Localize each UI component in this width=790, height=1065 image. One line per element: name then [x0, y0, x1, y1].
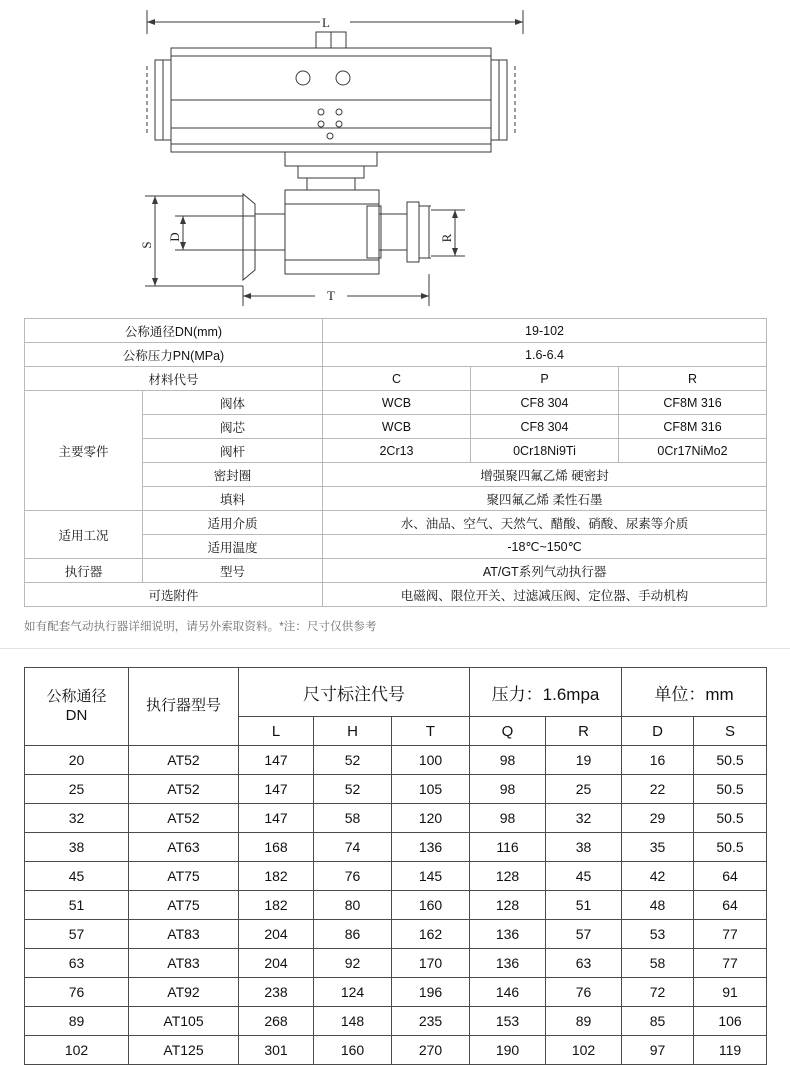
table-row [25, 559, 767, 583]
dim-S: 64 [694, 862, 767, 891]
dim-D: 29 [622, 804, 694, 833]
dim-L: 168 [239, 833, 314, 862]
table-row [25, 833, 767, 862]
actuator-value: AT/GT系列气动执行器 [323, 559, 767, 583]
valve-technical-drawing [0, 0, 790, 318]
dim-subheader-D: D [622, 717, 694, 746]
dim-H: 74 [314, 833, 392, 862]
main-part-r: 0Cr17NiMo2 [619, 439, 767, 463]
label-L: L [322, 15, 330, 30]
dim-L: 268 [239, 1007, 314, 1036]
table-row [25, 511, 767, 535]
dim-header-actuator-model: 执行器型号 [129, 668, 239, 746]
dim-Q: 128 [470, 862, 546, 891]
dim-H: 160 [314, 1036, 392, 1065]
main-part-value: 增强聚四氟乙烯 硬密封 [323, 463, 767, 487]
main-part-name: 填料 [143, 487, 323, 511]
dim-header-dim-code: 尺寸标注代号 [239, 668, 470, 717]
dim-D: 97 [622, 1036, 694, 1065]
dim-Q: 98 [470, 775, 546, 804]
spec-row0-label: 公称通径DN(mm) [25, 319, 323, 343]
dim-L: 204 [239, 949, 314, 978]
condition-value: -18℃~150℃ [323, 535, 767, 559]
table-row [25, 746, 767, 775]
label-R: R [439, 233, 454, 243]
dim-header-row [25, 668, 767, 717]
dim-header-dn-line1: 公称通径 [46, 687, 107, 705]
dim-subheader-Q: Q [470, 717, 546, 746]
actuator-name: 型号 [143, 559, 323, 583]
dim-S: 64 [694, 891, 767, 920]
dim-T: 170 [392, 949, 470, 978]
dim-model: AT52 [129, 775, 239, 804]
dim-subheader-S: S [694, 717, 767, 746]
dim-dn: 20 [25, 746, 129, 775]
dim-model: AT52 [129, 804, 239, 833]
dim-S: 91 [694, 978, 767, 1007]
valve-drawing-svg [135, 0, 655, 318]
dim-R: 102 [546, 1036, 622, 1065]
table-row [25, 343, 767, 367]
main-part-name: 阀体 [143, 391, 323, 415]
dim-Q: 136 [470, 920, 546, 949]
main-part-name: 阀杆 [143, 439, 323, 463]
dim-T: 196 [392, 978, 470, 1007]
dim-D: 22 [622, 775, 694, 804]
dim-R: 51 [546, 891, 622, 920]
dim-H: 124 [314, 978, 392, 1007]
dim-D: 58 [622, 949, 694, 978]
main-part-c: WCB [323, 415, 471, 439]
main-part-p: CF8 304 [471, 415, 619, 439]
dim-subheader-R: R [546, 717, 622, 746]
dim-L: 238 [239, 978, 314, 1007]
dim-header-dn [25, 668, 129, 746]
dim-D: 48 [622, 891, 694, 920]
dim-Q: 128 [470, 891, 546, 920]
table-row [25, 920, 767, 949]
dim-header-dn-line2: DN [65, 706, 88, 724]
dim-S: 50.5 [694, 833, 767, 862]
dim-T: 270 [392, 1036, 470, 1065]
optional-value: 电磁阀、限位开关、过滤减压阀、定位器、手动机构 [323, 583, 767, 607]
main-part-p: 0Cr18Ni9Ti [471, 439, 619, 463]
spec-row1-label: 公称压力PN(MPa) [25, 343, 323, 367]
dim-L: 147 [239, 804, 314, 833]
dim-R: 45 [546, 862, 622, 891]
dim-L: 147 [239, 746, 314, 775]
dim-S: 77 [694, 949, 767, 978]
dim-L: 301 [239, 1036, 314, 1065]
dim-Q: 98 [470, 746, 546, 775]
main-part-r: CF8M 316 [619, 391, 767, 415]
material-code-c: C [323, 367, 471, 391]
dim-dn: 102 [25, 1036, 129, 1065]
main-part-name: 阀芯 [143, 415, 323, 439]
dim-Q: 136 [470, 949, 546, 978]
dim-H: 52 [314, 746, 392, 775]
main-part-r: CF8M 316 [619, 415, 767, 439]
dim-subheader-L: L [239, 717, 314, 746]
dim-H: 80 [314, 891, 392, 920]
dim-T: 100 [392, 746, 470, 775]
dim-T: 235 [392, 1007, 470, 1036]
spec-row1-value: 1.6-6.4 [323, 343, 767, 367]
dim-T: 120 [392, 804, 470, 833]
dim-dn: 32 [25, 804, 129, 833]
table-row [25, 775, 767, 804]
table-row [25, 862, 767, 891]
dim-T: 145 [392, 862, 470, 891]
dim-D: 85 [622, 1007, 694, 1036]
dim-Q: 190 [470, 1036, 546, 1065]
table-row [25, 949, 767, 978]
condition-name: 适用温度 [143, 535, 323, 559]
dim-Q: 116 [470, 833, 546, 862]
material-code-p: P [471, 367, 619, 391]
dim-H: 76 [314, 862, 392, 891]
dim-S: 77 [694, 920, 767, 949]
dim-D: 53 [622, 920, 694, 949]
spec-row0-value: 19-102 [323, 319, 767, 343]
table-row [25, 1036, 767, 1065]
dim-S: 50.5 [694, 804, 767, 833]
dim-header-pressure: 压力：1.6mpa [470, 668, 622, 717]
dim-subheader-T: T [392, 717, 470, 746]
main-part-value: 聚四氟乙烯 柔性石墨 [323, 487, 767, 511]
spec-table [24, 318, 767, 607]
optional-label: 可选附件 [25, 583, 323, 607]
dim-model: AT83 [129, 949, 239, 978]
dim-S: 119 [694, 1036, 767, 1065]
dim-dn: 63 [25, 949, 129, 978]
table-row [25, 391, 767, 415]
dim-dn: 51 [25, 891, 129, 920]
dim-S: 106 [694, 1007, 767, 1036]
main-parts-label: 主要零件 [25, 391, 143, 511]
dim-R: 38 [546, 833, 622, 862]
dim-model: AT75 [129, 862, 239, 891]
condition-value: 水、油品、空气、天然气、醋酸、硝酸、尿素等介质 [323, 511, 767, 535]
dim-model: AT83 [129, 920, 239, 949]
dim-model: AT63 [129, 833, 239, 862]
dim-T: 160 [392, 891, 470, 920]
dim-T: 136 [392, 833, 470, 862]
dim-D: 16 [622, 746, 694, 775]
dim-model: AT52 [129, 746, 239, 775]
dim-D: 72 [622, 978, 694, 1007]
material-code-label: 材料代号 [25, 367, 323, 391]
main-part-c: 2Cr13 [323, 439, 471, 463]
conditions-label: 适用工况 [25, 511, 143, 559]
spec-table-wrapper [0, 318, 790, 607]
label-S: S [139, 241, 154, 249]
dim-dn: 76 [25, 978, 129, 1007]
material-code-r: R [619, 367, 767, 391]
dim-R: 63 [546, 949, 622, 978]
dim-dn: 57 [25, 920, 129, 949]
dim-R: 25 [546, 775, 622, 804]
dim-model: AT105 [129, 1007, 239, 1036]
dim-dn: 89 [25, 1007, 129, 1036]
dim-H: 92 [314, 949, 392, 978]
dim-Q: 153 [470, 1007, 546, 1036]
label-T: T [327, 288, 335, 303]
table-row [25, 804, 767, 833]
label-D: D [167, 232, 182, 242]
dimension-table [24, 667, 767, 1065]
dim-H: 52 [314, 775, 392, 804]
dim-R: 19 [546, 746, 622, 775]
dim-subheader-H: H [314, 717, 392, 746]
dim-D: 35 [622, 833, 694, 862]
dim-H: 86 [314, 920, 392, 949]
table-row [25, 978, 767, 1007]
dim-L: 182 [239, 891, 314, 920]
dim-H: 58 [314, 804, 392, 833]
dim-dn: 25 [25, 775, 129, 804]
main-part-p: CF8 304 [471, 391, 619, 415]
dim-L: 147 [239, 775, 314, 804]
dim-D: 42 [622, 862, 694, 891]
main-part-c: WCB [323, 391, 471, 415]
dim-T: 162 [392, 920, 470, 949]
table-row [25, 891, 767, 920]
dim-R: 57 [546, 920, 622, 949]
dim-R: 89 [546, 1007, 622, 1036]
table-row [25, 319, 767, 343]
dim-Q: 146 [470, 978, 546, 1007]
table-row [25, 1007, 767, 1036]
dim-dn: 45 [25, 862, 129, 891]
dim-model: AT125 [129, 1036, 239, 1065]
dim-R: 76 [546, 978, 622, 1007]
dim-header-unit: 单位：mm [622, 668, 767, 717]
dim-T: 105 [392, 775, 470, 804]
dim-model: AT75 [129, 891, 239, 920]
dimension-table-wrapper [0, 649, 790, 1065]
dim-dn: 38 [25, 833, 129, 862]
dim-S: 50.5 [694, 746, 767, 775]
dim-Q: 98 [470, 804, 546, 833]
dim-model: AT92 [129, 978, 239, 1007]
dim-L: 204 [239, 920, 314, 949]
main-part-name: 密封圈 [143, 463, 323, 487]
footnote: 如有配套气动执行器详细说明，请另外索取资料。*注：尺寸仅供参考 [24, 621, 377, 633]
dim-R: 32 [546, 804, 622, 833]
dim-L: 182 [239, 862, 314, 891]
table-row [25, 367, 767, 391]
table-row [25, 583, 767, 607]
dim-H: 148 [314, 1007, 392, 1036]
actuator-label: 执行器 [25, 559, 143, 583]
condition-name: 适用介质 [143, 511, 323, 535]
dim-S: 50.5 [694, 775, 767, 804]
